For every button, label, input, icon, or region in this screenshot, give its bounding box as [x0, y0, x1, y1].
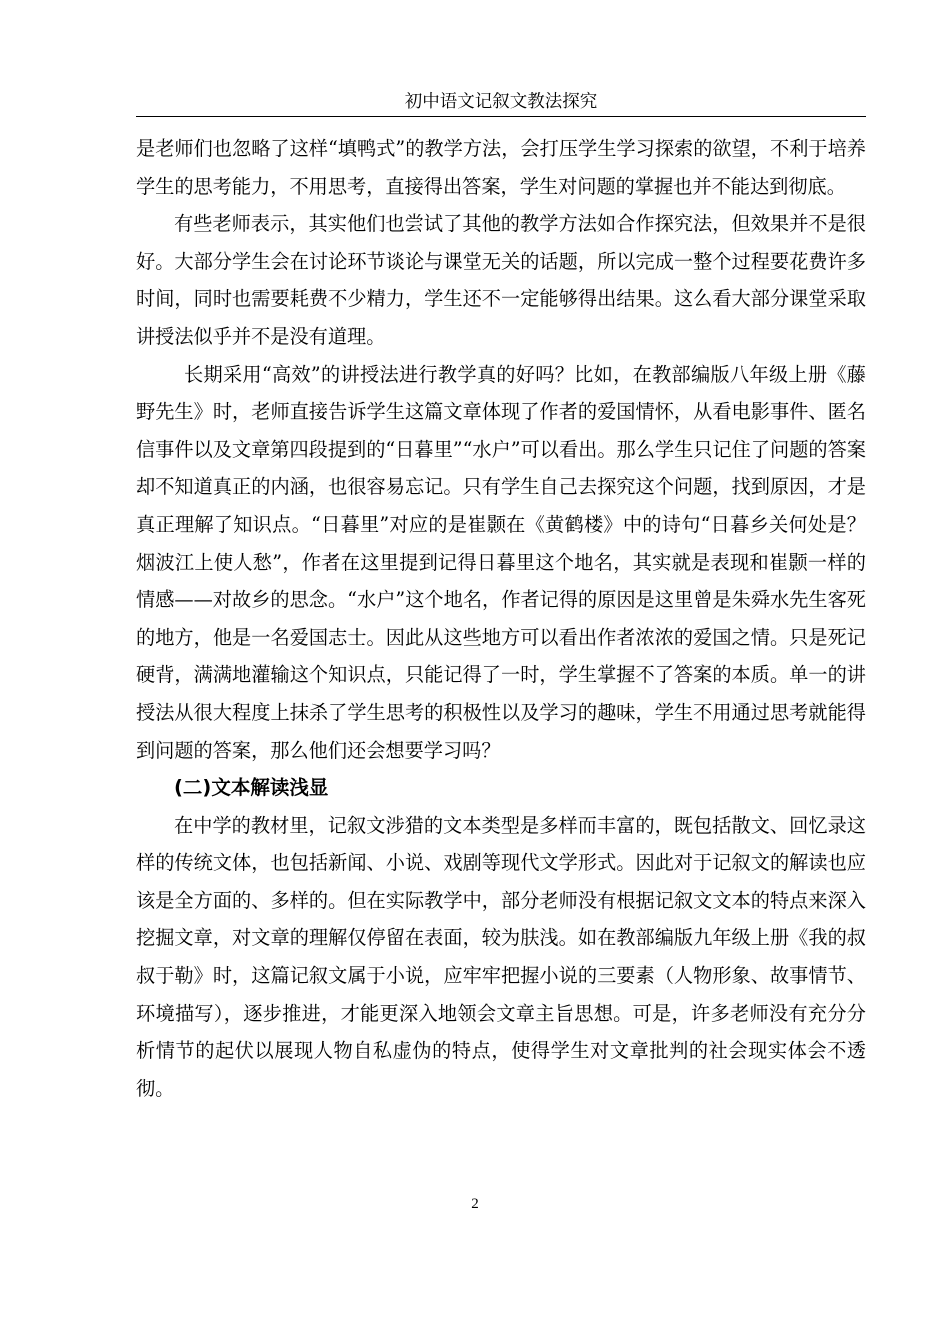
paragraph: 有些老师表示，其实他们也尝试了其他的教学方法如合作探究法，但效果并不是很好。大部分学生会在讨论环节谈论与课堂无关的话题，所以完成一整个过程要花费许多时间，同时也需要耗费不少精力，学生还不一定能够得出结果。这么看大部分课堂采取讲授法似乎并不是没有道理。 — [136, 212, 866, 348]
paragraph: 长期采用“高效”的讲授法进行教学真的好吗？比如，在教部编版八年级上册《藤野先生》时，老师直接告诉学生这篇文章体现了作者的爱国情怀，从看电影事件、匿名信事件以及文章第四段提到的“日暮里”“水户”可以看出。那么学生只记住了问题的答案却不知道真正的内涵，也很容易忘记。只有学生自己去探究这个问题，找到原因，才是真正理解了知识点。“日暮里”对应的是崔颢在《黄鹤楼》中的诗句“日暮乡关何处是？烟波江上使人愁”，作者在这里提到记得日暮里这个地名，其实就是表现和崔颢一样的情感——对故乡的思念。“水户”这个地名，作者记得的原因是这里曾是朱舜水先生客死的地方，他是一名爱国志士。因此从这些地方可以看出作者浓浓的爱国之情。只是死记硬背，满满地灌输这个知识点，只能记得了一时，学生掌握不了答案的本质。单一的讲授法从很大程度上抹杀了学生思考的积极性以及学习的趣味，学生不用通过思考就能得到问题的答案，那么他们还会想要学习吗？ — [136, 362, 866, 762]
header-rule — [136, 116, 866, 117]
paragraph-continued: 是老师们也忽略了这样“填鸭式”的教学方法，会打压学生学习探索的欲望，不利于培养学生的思考能力，不用思考，直接得出答案，学生对问题的掌握也并不能达到彻底。 — [136, 137, 866, 198]
paragraph: 在中学的教材里，记叙文涉猎的文本类型是多样而丰富的，既包括散文、回忆录这样的传统文体，也包括新闻、小说、戏剧等现代文学形式。因此对于记叙文的解读也应该是全方面的、多样的。但在实际教学中，部分老师没有根据记叙文文本的特点来深入挖掘文章，对文章的理解仅停留在表面，较为肤浅。如在教部编版九年级上册《我的叔叔于勒》时，这篇记叙文属于小说，应牢牢把握小说的三要素（人物形象、故事情节、环境描写），逐步推进，才能更深入地领会文章主旨思想。可是，许多老师没有充分分析情节的起伏以展现人物自私虚伪的特点，使得学生对文章批判的社会现实体会不透彻。 — [136, 813, 866, 1100]
section-heading: (二)文本解读浅显 — [174, 776, 329, 800]
running-header: 初中语文记叙文教法探究 — [404, 92, 598, 112]
page-number: 2 — [471, 1196, 479, 1212]
document-body — [136, 130, 866, 1107]
